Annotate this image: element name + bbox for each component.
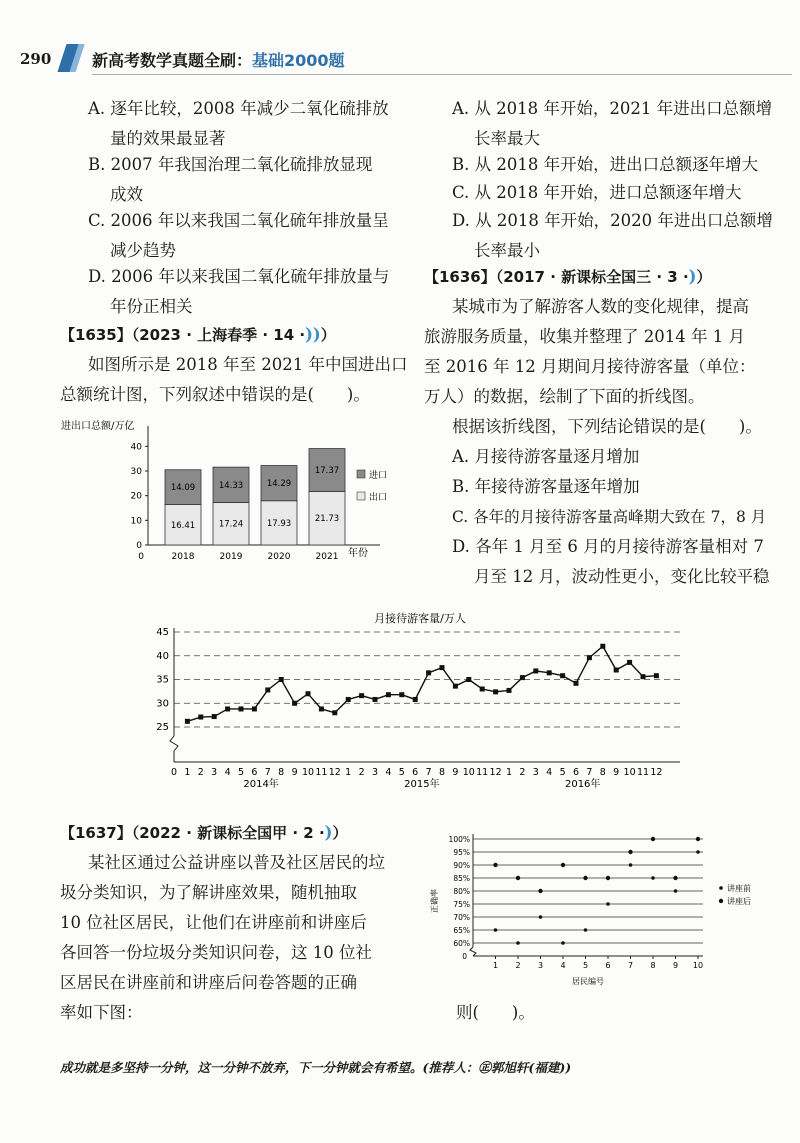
scatter-point-after [628,850,632,854]
line-x-tick-label: 9 [613,767,620,778]
bar-import-value: 14.09 [170,483,196,494]
bar-export-value: 21.73 [314,514,340,525]
line-point [185,719,190,724]
difficulty-icon: ) [324,823,333,842]
line-point [480,687,485,692]
scatter-point-after [538,889,542,893]
stem-line: 某城市为了解游客人数的变化规律，提高 [452,297,749,316]
line-x-tick-label: 4 [546,767,553,778]
option-d-line2: 长率最小 [474,241,540,260]
bar-y-tick-label: 0 [136,541,142,551]
line-chart-tourists [150,610,690,820]
scatter-x-axis-label: 居民编号 [572,977,604,986]
line-x-tick-label: 4 [224,767,231,778]
scatter-axis-break [470,947,476,956]
line-year-label: 2016年 [564,779,601,790]
scatter-x-tick-label: 9 [672,961,679,970]
scatter-point-before [674,889,678,893]
book-title-prefix: 新高考数学真题全刷： [92,51,253,70]
legend-label-export: 出口 [369,493,388,503]
scatter-y-tick-label: 90% [453,861,470,870]
line-x-tick-label: 3 [371,767,379,778]
line-x-tick-label: 7 [586,767,593,778]
line-point [265,687,270,692]
bar-export-value: 16.41 [170,520,196,531]
stem-line: 总额统计图，下列叙述中错误的是( )。 [60,385,370,404]
line-point [560,673,565,678]
line-x-tick-label: 8 [599,767,606,778]
line-point [627,660,632,665]
line-point [319,706,324,711]
line-point [239,706,244,711]
question-1635-stem [60,350,408,410]
bar-import-value: 14.33 [218,480,244,491]
option-c-line1: C. 从 2018 年开始，进口总额逐年增大 [452,183,742,202]
line-point [614,668,619,673]
line-point [493,689,498,694]
line-x-tick-label: 12 [489,767,502,778]
line-point [440,665,445,670]
scatter-origin-label: 0 [462,952,467,961]
scatter-x-tick-label: 10 [692,961,704,970]
question-source: （2022 · 新课标全国甲 · 2 · [131,824,325,842]
legend-swatch-import [357,470,365,478]
line-x-tick-label: 7 [264,767,271,778]
scatter-x-tick-label: 4 [560,961,566,970]
line-point [373,697,378,702]
bar-y-axis-label: 进出口总额/万亿 [61,421,135,432]
question-source-close: ） [332,824,348,842]
bar-category-label: 2021 [315,552,339,562]
line-x-tick-label: 1 [184,767,191,778]
option-d [88,262,389,322]
question-1636-stem [424,292,792,592]
line-point [453,684,458,689]
book-title-suffix: 基础2000题 [252,51,345,70]
scatter-point-before [516,941,520,945]
line-x-tick-label: 8 [278,767,285,778]
scatter-x-tick-label: 3 [537,961,544,970]
scatter-point-before [494,928,498,932]
legend-swatch-export [357,492,365,500]
scatter-point-after [673,876,677,880]
line-x-tick-label: 11 [315,767,328,778]
line-x-tick-label: 10 [462,767,475,778]
line-point [466,677,471,682]
line-point [641,674,646,679]
scatter-x-tick-label: 1 [492,961,499,970]
bar-origin-label: 0 [138,552,144,562]
line-x-tick-label: 5 [559,767,566,778]
line-point [306,691,311,696]
line-x-tick-label: 5 [398,767,405,778]
scatter-x-tick-label: 2 [515,961,521,970]
line-point [279,677,284,682]
option-a [452,94,772,154]
line-point [507,688,512,693]
line-point [386,692,391,697]
header-rule [92,74,792,75]
scatter-chart-accuracy [425,826,780,991]
page-number: 290 [20,50,52,68]
legend-marker-after [719,899,723,903]
bar-y-tick-label: 10 [130,516,142,527]
line-x-tick-label: 2 [358,767,365,778]
option-d-line1: D. 2006 年以来我国二氧化硫年排放量与 [88,267,390,286]
line-y-tick-label: 30 [156,698,169,710]
legend-label-import: 进口 [369,471,388,481]
option-b [88,150,372,210]
line-x-tick-label: 1 [345,767,352,778]
scatter-y-tick-label: 75% [453,900,470,909]
option-a-line2: 量的效果最显著 [110,129,226,148]
question-source: （2023 · 上海春季 · 14 · [131,326,306,344]
line-y-tick-label: 40 [156,650,169,662]
line-x-tick-label: 8 [438,767,446,778]
option-c: C. 各年的月接待游客量高峰期大致在 7，8 月 [452,508,767,526]
line-point [225,706,230,711]
option-d-line2: 月至 12 月，波动性更小，变化比较平稳 [474,567,770,586]
line-year-label: 2015年 [404,779,440,790]
bar-y-tick-label: 20 [130,491,142,502]
option-b-line1: B. 从 2018 年开始，进出口总额逐年增大 [452,155,759,174]
line-y-tick-label: 35 [156,674,169,686]
scatter-y-tick-label: 65% [453,926,470,935]
option-d [452,206,773,266]
line-year-label: 2014年 [243,779,279,790]
line-x-tick-label: 9 [291,767,298,778]
bar-import-value: 14.29 [266,479,292,490]
option-c [88,206,389,266]
scatter-point-after [606,876,610,880]
scatter-point-after [696,837,700,841]
option-a-line1: A. 逐年比较，2008 年减少二氧化硫排放 [88,99,389,118]
option-a-line1: A. 从 2018 年开始，2021 年进出口总额增 [452,99,773,118]
bar-category-label: 2018 [171,552,195,562]
question-1637-header [60,818,347,848]
bar-x-axis-label: 年份 [348,548,368,559]
scatter-point-before [696,850,700,854]
line-x-tick-label: 0 [170,767,178,778]
option-b-line1: B. 2007 年我国治理二氧化硫排放显现 [88,155,373,174]
line-series [187,646,656,721]
option-c-line1: C. 2006 年以来我国二氧化硫年排放量呈 [88,211,389,230]
scatter-point-before [651,876,655,880]
question-number: 【1635】 [60,326,132,344]
stem-line: 10 位社区居民，让他们在讲座前和讲座后 [60,913,367,932]
book-title [92,48,345,71]
bar-category-label: 2019 [219,552,243,562]
line-x-tick-label: 3 [532,767,539,778]
scatter-point-after [493,863,497,867]
bar-export-value: 17.24 [218,519,244,530]
scatter-point-before [539,915,543,919]
line-x-tick-label: 12 [328,767,341,778]
line-point [547,670,552,675]
stem-line: 万人）的数据，绘制了下面的折线图。 [424,387,705,406]
scatter-point-before [629,863,633,867]
line-point [332,710,337,715]
line-point [654,673,659,678]
scatter-y-tick-label: 70% [453,913,470,922]
legend-marker-before [719,886,723,890]
line-point [292,701,297,706]
scatter-point-before [561,941,565,945]
line-x-tick-label: 9 [452,767,459,778]
scatter-y-tick-label: 95% [453,848,470,857]
line-x-tick-label: 12 [650,767,663,778]
line-x-tick-label: 6 [251,767,258,778]
option-b: B. 年接待游客量逐年增加 [452,477,640,496]
line-point [346,697,351,702]
line-x-tick-label: 4 [385,767,392,778]
option-d-line1: D. 各年 1 月至 6 月的月接待游客量相对 7 [452,537,764,556]
scatter-point-after [561,863,565,867]
line-x-tick-label: 10 [623,767,636,778]
scatter-point-after [583,876,587,880]
line-point [252,706,257,711]
line-x-tick-label: 3 [211,767,218,778]
question-number: 【1636】 [424,268,496,286]
line-x-tick-label: 6 [572,767,580,778]
scatter-y-tick-label: 85% [453,874,470,883]
scatter-point-before [606,902,610,906]
line-chart-title: 月接待游客量/万人 [374,612,466,625]
line-point [198,715,203,720]
question-line: 根据该折线图，下列结论错误的是( )。 [452,417,762,436]
line-x-tick-label: 7 [425,767,432,778]
line-point [426,670,431,675]
scatter-y-tick-label: 60% [453,939,470,948]
option-a: A. 月接待游客量逐月增加 [452,447,640,466]
line-point [359,693,364,698]
question-1635-header [60,320,336,350]
question-source-close: ） [320,326,336,344]
scatter-y-axis-label: 正确率 [430,889,439,913]
question-number: 【1637】 [60,824,132,842]
scatter-x-tick-label: 8 [650,961,656,970]
legend-label-after: 讲座后 [727,897,751,906]
bar-y-tick-label: 40 [130,442,142,453]
stem-line: 区居民在讲座前和讲座后问卷答题的正确 [60,973,357,992]
line-axis-break [170,736,178,762]
bar-y-tick-label: 30 [130,467,142,477]
question-1637-stem [60,848,428,1028]
stem-line: 某社区通过公益讲座以普及社区居民的垃 [88,853,385,872]
line-x-tick-label: 5 [237,767,245,778]
line-point [587,655,592,660]
scatter-point-after [651,837,655,841]
option-a [88,94,389,154]
scatter-x-tick-label: 6 [605,961,611,970]
line-point [600,644,605,649]
bar-import-value: 17.37 [314,465,340,476]
option-d-line2: 年份正相关 [110,297,193,316]
line-point [212,714,217,719]
line-x-tick-label: 11 [476,767,489,778]
line-point [413,697,418,702]
line-x-tick-label: 10 [301,767,315,778]
line-x-tick-label: 2 [519,767,526,778]
option-d-line1: D. 从 2018 年开始，2020 年进出口总额增 [452,211,773,230]
line-x-tick-label: 11 [636,767,650,778]
option-c [452,178,742,208]
option-b-line2: 成效 [110,185,143,204]
line-x-tick-label: 2 [197,767,204,778]
stem-line: 各回答一份垃圾分类知识问卷，这 10 位社 [60,943,372,962]
stem-line: 至 2016 年 12 月期间月接待游客量（单位： [424,357,756,376]
option-a-line2: 长率最大 [474,129,540,148]
question-1636-header [424,262,711,292]
scatter-y-tick-label: 80% [453,887,470,896]
question-1637-tail: 则( )。 [456,1003,535,1022]
scatter-x-tick-label: 7 [627,961,634,970]
option-c-line2: 减少趋势 [110,241,176,260]
scatter-y-tick-label: 100% [448,835,470,844]
legend-label-before: 讲座前 [727,884,751,893]
stem-line: 圾分类知识，为了解讲座效果，随机抽取 [60,883,357,902]
bar-chart-import-export [55,412,415,572]
question-source: （2017 · 新课标全国三 · 3 · [495,268,689,286]
footer-motto: 成功就是多坚持一分钟，这一分钟不放弃，下一分钟就会有希望。(推荐人：㊣郭旭轩(福建)) [60,1060,572,1075]
line-x-tick-label: 1 [505,767,513,778]
question-source-close: ） [696,268,712,286]
difficulty-icon: ) [688,267,697,286]
difficulty-icon: )) [305,325,321,344]
line-point [399,692,404,697]
stem-line: 如图所示是 2018 年至 2021 年中国进出口 [88,355,408,374]
line-point [574,681,579,686]
line-y-tick-label: 45 [156,627,169,638]
stem-line: 率如下图： [60,1003,143,1022]
scatter-x-tick-label: 5 [582,961,589,970]
bar-export-value: 17.93 [266,518,292,529]
scatter-point-before [584,928,588,932]
line-y-tick-label: 25 [156,722,169,733]
stem-line: 旅游服务质量，收集并整理了 2014 年 1 月 [424,327,745,346]
line-point [533,668,538,673]
scatter-point-after [516,876,520,880]
bar-category-label: 2020 [267,552,291,562]
line-point [520,675,525,680]
option-b [452,150,758,180]
line-x-tick-label: 6 [412,767,419,778]
